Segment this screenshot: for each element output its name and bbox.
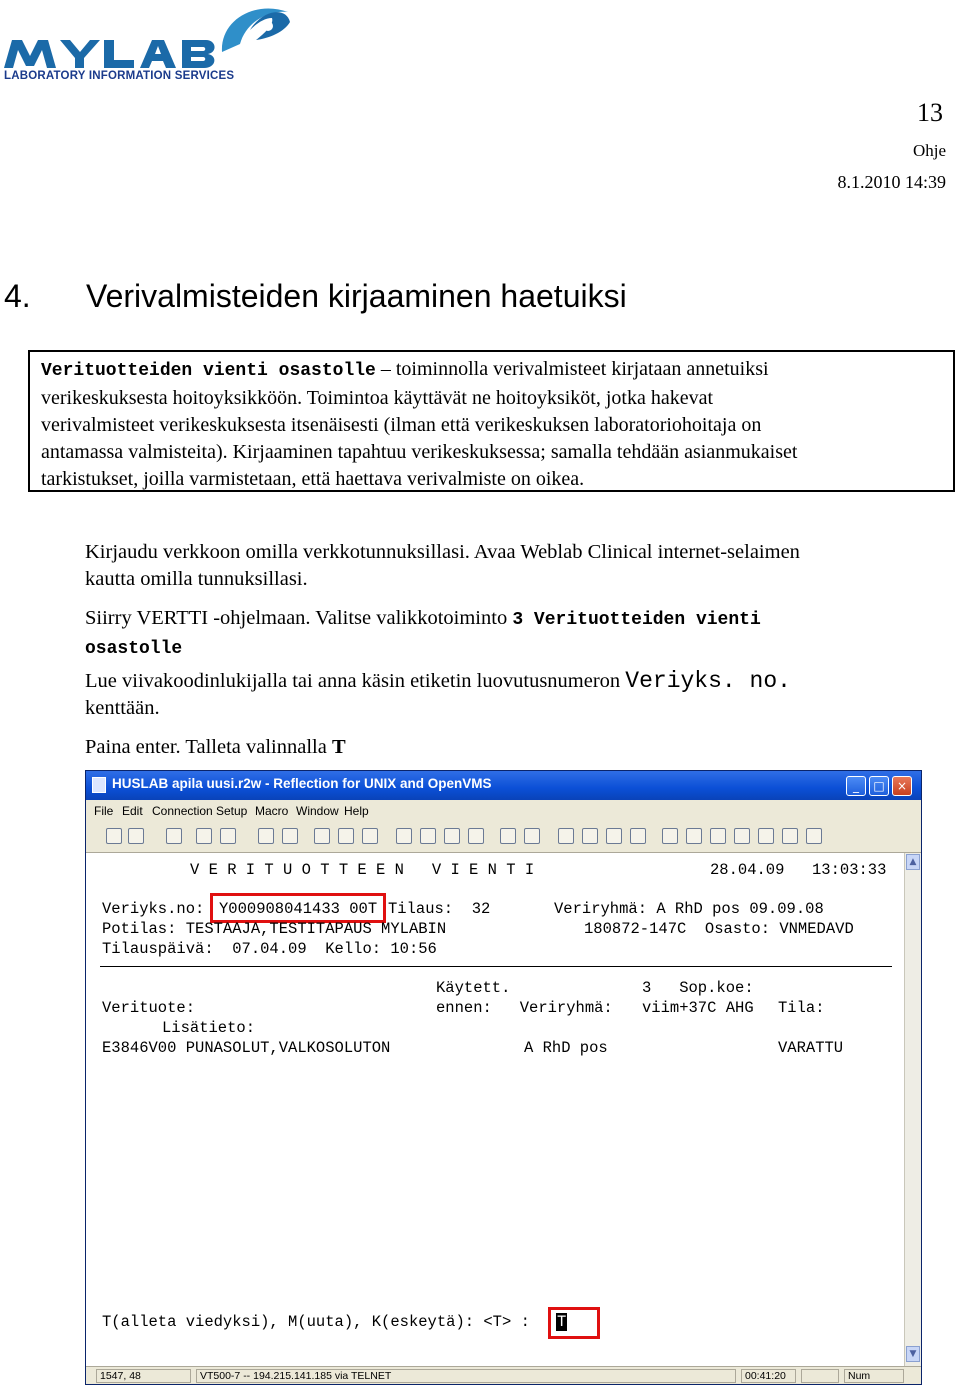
step-3-line-2: kenttään. [85, 697, 160, 719]
menu-bar [86, 800, 921, 822]
flag-icon[interactable] [734, 828, 750, 844]
menu-window[interactable]: Window [296, 804, 339, 818]
scroll-down-icon[interactable]: ▼ [906, 1346, 920, 1362]
display-icon[interactable] [420, 828, 436, 844]
step-4 [85, 734, 346, 761]
transfer-icon[interactable] [468, 828, 484, 844]
screen-divider [100, 966, 892, 967]
veriryhma-field: Veriryhmä: A RhD pos 09.09.08 [554, 900, 824, 918]
intro-line-2: verikeskuksesta hoitoyksikköön. Toimintoa käyttävät ne hoitoyksiköt, jotka hakevat [41, 387, 714, 409]
action-input[interactable]: T [557, 1313, 567, 1331]
receive-icon[interactable] [500, 828, 516, 844]
connect-icon[interactable] [314, 828, 330, 844]
scroll-up-icon[interactable]: ▲ [906, 854, 920, 870]
menu-macro[interactable]: Macro [255, 804, 289, 818]
edit-icon[interactable] [710, 828, 726, 844]
toolbar [86, 822, 921, 853]
step-1-line-2: kautta omilla tunnuksillasi. [85, 568, 308, 590]
col-tila: Tila: [778, 999, 825, 1017]
web-icon[interactable] [758, 828, 774, 844]
screen-date: 28.04.09 [710, 861, 785, 879]
step-2-line-1 [85, 605, 761, 634]
vertical-scrollbar[interactable] [904, 853, 921, 1366]
logo-tagline: LABORATORY INFORMATION SERVICES [4, 70, 235, 82]
veriyks-field[interactable]: Y000908041433 00T [219, 900, 378, 918]
terminal-setup-icon[interactable] [444, 828, 460, 844]
step-1-line-1: Kirjaudu verkkoon omilla verkkotunnuksillasi. Avaa Weblab Clinical internet-selaimen [85, 541, 800, 563]
title-bar[interactable] [86, 771, 921, 800]
save-icon[interactable] [166, 828, 182, 844]
section-number: 4. [4, 278, 31, 314]
col-verituote: Verituote: [102, 999, 196, 1017]
action-prompt: T(alleta viedyksi), M(uuta), K(eskeytä): <T> : [102, 1313, 530, 1331]
copy-icon[interactable] [258, 828, 274, 844]
veriyks-label: Veriyks.no: [102, 900, 205, 918]
potilas-field: Potilas: TESTAAJA,TESTITAPAUS MYLABIN [102, 920, 447, 938]
print-icon[interactable] [196, 828, 212, 844]
terminal-screen[interactable] [86, 853, 904, 1366]
status-cell: VARATTU [778, 1039, 844, 1057]
doc-datetime: 8.1.2010 14:39 [837, 172, 946, 192]
section-heading [4, 278, 627, 315]
status-bar [86, 1366, 921, 1385]
event-icon[interactable] [630, 828, 646, 844]
screen-time: 13:03:33 [812, 861, 887, 879]
product-cell: E3846V00 PUNASOLUT,VALKOSOLUTON [102, 1039, 391, 1057]
send-icon[interactable] [524, 828, 540, 844]
step-2-code-1: 3 Verituotteiden vienti [512, 610, 761, 630]
keyboard-icon[interactable] [396, 828, 412, 844]
settings-icon[interactable] [558, 828, 574, 844]
menu-setup[interactable]: Setup [216, 804, 248, 818]
page-number: 13 [917, 98, 943, 127]
step-3-text: Lue viivakoodinlukijalla tai anna käsin etiketin luovutusnumeron [85, 670, 626, 692]
intro-line-3: verivalmisteet verikeskuksesta itsenäisesti (ilman että verikeskuksen laboratoriohoitaja on [41, 414, 762, 436]
new-icon[interactable] [106, 828, 122, 844]
print-preview-icon[interactable] [220, 828, 236, 844]
step-2-line-2 [85, 634, 761, 663]
step-3 [85, 668, 791, 722]
menu-edit[interactable]: Edit [122, 804, 143, 818]
paste-icon[interactable] [282, 828, 298, 844]
context-help-icon[interactable] [806, 828, 822, 844]
status-clock: 00:41:20 [741, 1369, 796, 1383]
bloodgroup-cell: A RhD pos [524, 1039, 608, 1057]
intro-box [28, 350, 955, 492]
intro-line-1-rest: – toiminnolla verivalmisteet kirjataan annetuiksi [375, 358, 769, 380]
maximize-button[interactable]: □ [869, 776, 889, 796]
status-num: Num [844, 1369, 904, 1383]
check-icon[interactable] [686, 828, 702, 844]
menu-connection[interactable]: Connection [152, 804, 213, 818]
step-4-text: Paina enter. Talleta valinnalla [85, 736, 332, 758]
help-icon[interactable] [782, 828, 798, 844]
col-sopkoe: 3 Sop.koe: [642, 979, 754, 997]
download-icon[interactable] [606, 828, 622, 844]
disconnect-icon[interactable] [338, 828, 354, 844]
doc-type: Ohje [912, 141, 946, 160]
tools-icon[interactable] [662, 828, 678, 844]
step-2-code-2: osastolle [85, 639, 183, 659]
status-empty [801, 1369, 839, 1383]
minimize-button[interactable]: _ [846, 776, 866, 796]
col-viim: viim+37C AHG [642, 999, 754, 1017]
tilauspaiva-field: Tilauspäivä: 07.04.09 Kello: 10:56 [102, 940, 437, 958]
intro-line-4: antamassa valmisteita). Kirjaaminen tapahtuu verikeskuksessa; samalla tehdään asianmukaiset [41, 441, 798, 463]
phone-icon[interactable] [362, 828, 378, 844]
hetu-osasto-field: 180872-147C Osasto: VNMEDAVD [584, 920, 854, 938]
terminal-window [85, 770, 922, 1385]
status-connection: VT500-7 -- 194.215.141.185 via TELNET [196, 1369, 736, 1383]
intro-line-1 [41, 356, 953, 385]
step-2 [85, 605, 761, 663]
section-title: Verivalmisteiden kirjaaminen haetuiksi [86, 278, 627, 314]
window-title: HUSLAB apila uusi.r2w - Reflection for UNIX and OpenVMS [112, 776, 492, 791]
status-cursor-pos: 1547, 48 [96, 1369, 191, 1383]
step-2-text: Siirry VERTTI -ohjelmaan. Valitse valikkotoiminto [85, 607, 513, 629]
col-ennen-veriryhma: ennen: Veriryhmä: [436, 999, 613, 1017]
open-icon[interactable] [128, 828, 144, 844]
intro-line-5: tarkistukset, joilla varmistetaan, että haettava verivalmiste on oikea. [41, 468, 585, 490]
menu-help[interactable]: Help [344, 804, 369, 818]
step-3-code: Veriyks. no. [625, 668, 791, 694]
close-button[interactable]: × [892, 776, 912, 796]
step-4-bold: T [331, 736, 346, 758]
upload-icon[interactable] [582, 828, 598, 844]
col-lisatieto: Lisätieto: [162, 1019, 256, 1037]
app-icon [92, 777, 106, 793]
step-3-line-1 [85, 668, 791, 695]
screen-heading: V E R I T U O T T E E N V I E N T I [190, 861, 535, 879]
col-kaytett: Käytett. [436, 979, 511, 997]
menu-file[interactable]: File [94, 804, 114, 818]
tilaus-field: Tilaus: 32 [388, 900, 491, 918]
step-1 [85, 539, 800, 593]
intro-code: Verituotteiden vienti osastolle [41, 361, 376, 381]
